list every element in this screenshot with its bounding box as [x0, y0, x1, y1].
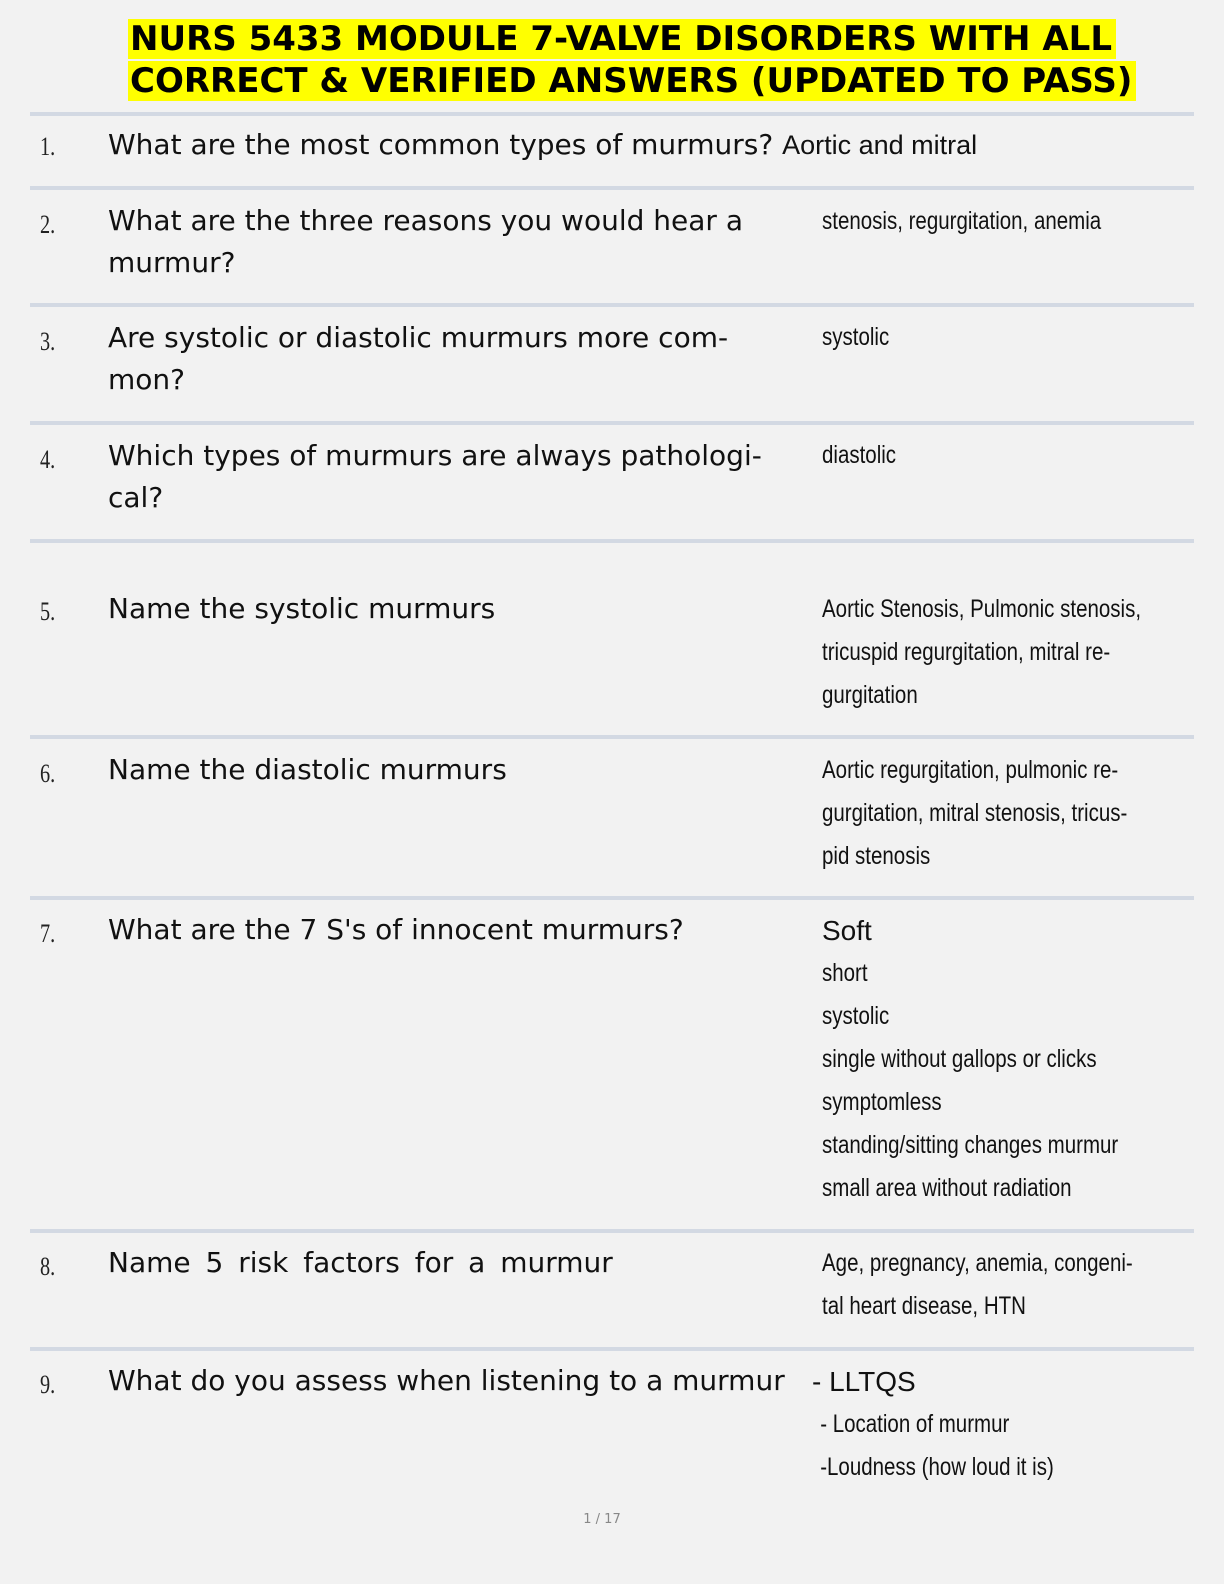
answer-7: Soft short systolic single without gallops or clicks symptomless standing/sitting changes murmur small area without radiation	[822, 915, 1119, 1202]
question-3: Are systolic or diastolic murmurs more com- mon?	[108, 321, 729, 396]
answer-8: Age, pregnancy, anemia, congeni- tal heart disease, HTN	[822, 1249, 1133, 1320]
item-number: 6.	[40, 759, 56, 788]
answer-4: diastolic	[822, 441, 897, 469]
divider	[30, 112, 1194, 116]
item-number: 2.	[40, 210, 56, 239]
item-number: 9.	[40, 1370, 56, 1399]
question-4: Which types of murmurs are always pathologi- cal?	[108, 439, 762, 514]
question-6: Name the diastolic murmurs	[108, 753, 507, 786]
divider	[30, 1347, 1194, 1351]
answer-6: Aortic regurgitation, pulmonic re- gurgitation, mitral stenosis, tricus- pid stenosis	[822, 756, 1128, 870]
question-5: Name the systolic murmurs	[108, 592, 496, 625]
divider	[30, 421, 1194, 425]
divider	[30, 186, 1194, 190]
answer-3: systolic	[822, 323, 890, 351]
question-1: What are the most common types of murmurs?	[108, 128, 774, 161]
item-number: 8.	[40, 1252, 56, 1281]
item-number: 7.	[40, 919, 56, 948]
item-number: 3.	[40, 327, 56, 356]
title-line-1: NURS 5433 MODULE 7-VALVE DISORDERS WITH ALL	[128, 19, 1116, 59]
question-8: Name 5 risk factors for a murmur	[108, 1246, 613, 1279]
divider	[30, 735, 1194, 739]
title-line-2: CORRECT & VERIFIED ANSWERS (UPDATED TO PASS)	[128, 61, 1136, 101]
question-7: What are the 7 S's of innocent murmurs?	[108, 913, 684, 946]
divider	[30, 1229, 1194, 1233]
answer-5: Aortic Stenosis, Pulmonic stenosis, tricuspid regurgitation, mitral re- gurgitation	[822, 595, 1142, 709]
item-number: 5.	[40, 597, 56, 626]
page-indicator: 1 / 17	[583, 1512, 621, 1527]
question-text	[108, 124, 977, 166]
item-number: 1.	[40, 132, 56, 161]
divider	[30, 303, 1194, 307]
divider	[30, 539, 1194, 543]
question-9: What do you assess when listening to a murmur	[108, 1364, 785, 1397]
answer-1: Aortic and mitral	[782, 130, 978, 160]
document-title	[128, 18, 1136, 102]
answer-9: - LLTQS - Location of murmur -Loudness (how loud it is)	[812, 1366, 1054, 1481]
answer-2: stenosis, regurgitation, anemia	[822, 207, 1102, 235]
divider	[30, 896, 1194, 900]
question-2: What are the three reasons you would hear a murmur?	[108, 204, 743, 279]
item-number: 4.	[40, 445, 56, 474]
